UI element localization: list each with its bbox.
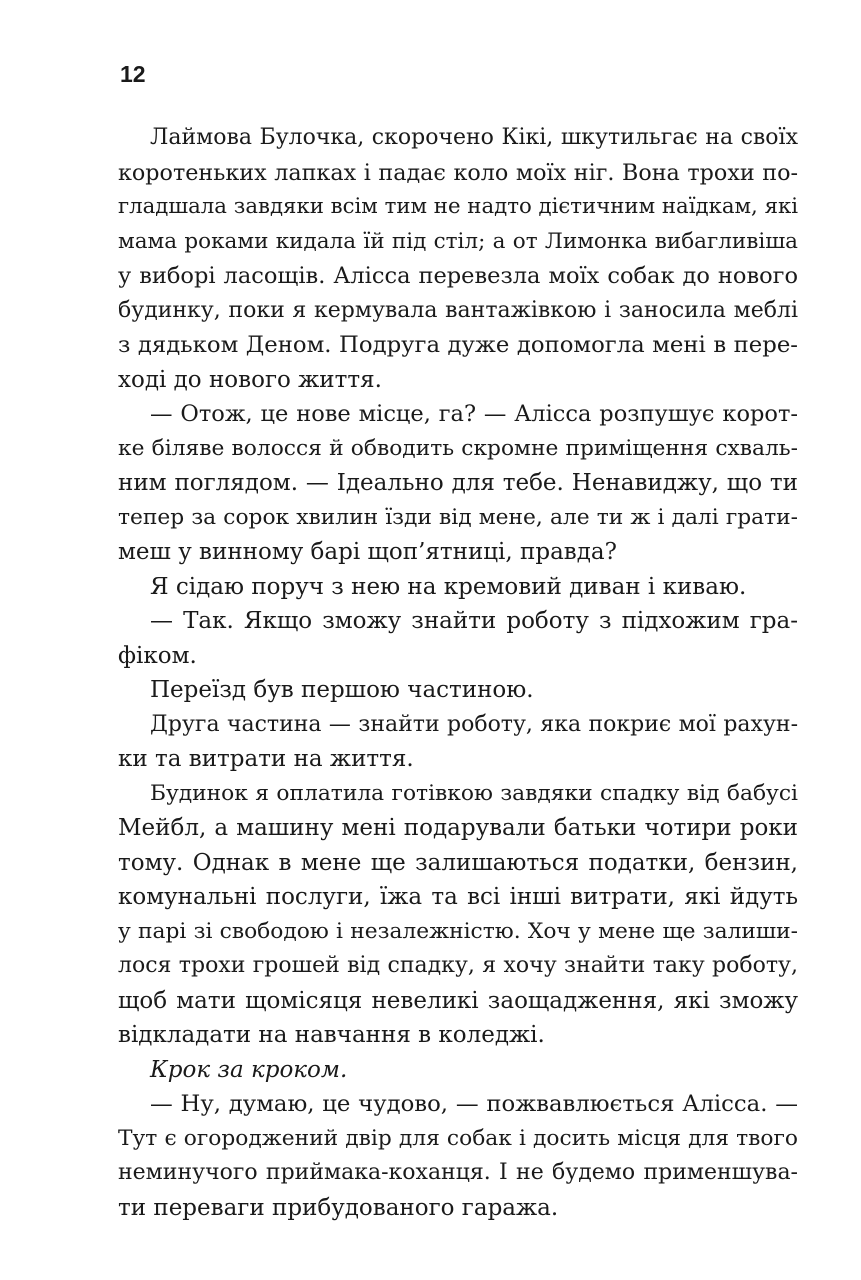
- text-line: будинку, поки я кермувала вантажівкою і заносила меблі: [118, 297, 798, 323]
- text-line: — Отож, це нове місце, га? — Алісса розпушує корот-: [150, 401, 798, 427]
- text-line: у виборі ласощів. Алісса перевезла моїх собак до нового: [118, 263, 798, 289]
- text-line: меш у винному барі щоп’ятниці, правда?: [118, 539, 617, 565]
- text-line: комунальні послуги, їжа та всі інші витрати, які йдуть: [118, 884, 798, 910]
- text-line: мама роками кидала їй під стіл; а от Лимонка вибагливіша: [118, 228, 798, 254]
- text-line: Будинок я оплатила готівкою завдяки спадку від бабусі: [150, 780, 798, 806]
- text-line: Я сідаю поруч з нею на кремовий диван і киваю.: [150, 573, 747, 600]
- text-line: неминучого приймака-коханця. І не будемо применшува-: [118, 1160, 798, 1185]
- text-line: ти переваги прибудованого гаража.: [118, 1194, 559, 1221]
- text-line: Друга частина — знайти роботу, яка покриє мої рахун-: [150, 711, 798, 737]
- text-line: ки та витрати на життя.: [118, 746, 414, 772]
- text-line: коротеньких лапках і падає коло моїх ніг. Вона трохи по-: [118, 159, 798, 186]
- text-line-italic: Крок за кроком.: [150, 1056, 348, 1083]
- text-line: ним поглядом. — Ідеально для тебе. Ненавиджу, що ти: [118, 470, 798, 496]
- text-line: Переїзд був першою частиною.: [150, 677, 534, 703]
- text-line: ке біляве волосся й обводить скромне приміщення схваль-: [118, 435, 798, 461]
- text-line: тепер за сорок хвилин їзди від мене, але ти ж і далі грати-: [118, 504, 798, 530]
- body-text: [118, 121, 798, 1225]
- text-line: Мейбл, а машину мені подарували батьки чотири роки: [118, 815, 798, 841]
- text-line: тому. Однак в мене ще залишаються податки, бензин,: [118, 849, 798, 876]
- text-line: з дядьком Деном. Подруга дуже допомогла мені в пере-: [118, 332, 798, 358]
- text-line: відкладати на навчання в коледжі.: [118, 1022, 545, 1048]
- text-line: ході до нового життя.: [118, 366, 382, 393]
- text-line: гладшала завдяки всім тим не надто дієтичним наїдкам, які: [118, 194, 799, 219]
- text-line: Тут є огороджений двір для собак і досить місця для твого: [118, 1125, 798, 1151]
- text-line: фіком.: [118, 642, 197, 669]
- text-line: лося трохи грошей від спадку, я хочу знайти таку роботу,: [118, 953, 798, 978]
- text-line: — Так. Якщо зможу знайти роботу з підхожим гра-: [150, 608, 798, 634]
- text-line: щоб мати щомісяця невеликі заощадження, які зможу: [118, 987, 798, 1014]
- text-line: — Ну, думаю, це чудово, — пожвавлюється Алісса. —: [150, 1091, 798, 1117]
- text-line: Лаймова Булочка, скорочено Кікі, шкутильгає на своїх: [150, 125, 798, 150]
- text-line: у парі зі свободою і незалежністю. Хоч у мене ще залиши-: [118, 918, 798, 944]
- page-number: 12: [120, 61, 146, 87]
